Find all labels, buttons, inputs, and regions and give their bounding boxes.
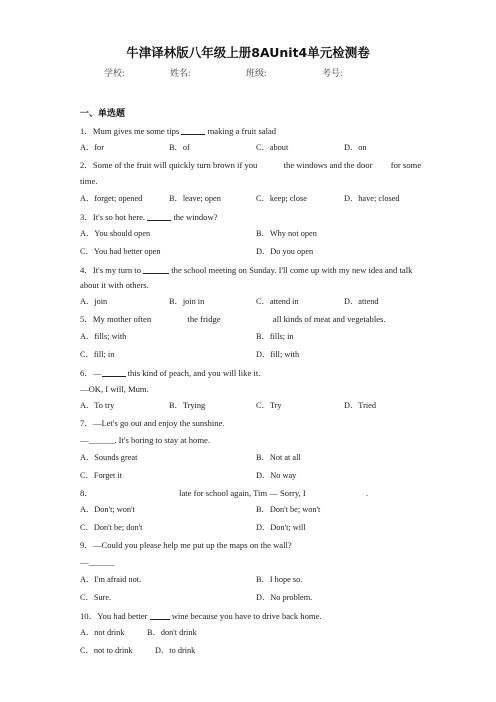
q2-option-d[interactable]: D．have; closed bbox=[344, 194, 400, 203]
question-6-stem: 6．— this kind of peach, and you will like it. bbox=[80, 368, 261, 378]
q3-option-c[interactable]: C．You had better open bbox=[80, 247, 161, 256]
question-9-stem-cont: —______ bbox=[80, 557, 115, 567]
q2-option-a[interactable]: A．forget; opened bbox=[80, 194, 143, 203]
q6-option-c[interactable]: C．Try bbox=[256, 401, 282, 410]
page-title: 牛津译林版八年级上册8AUnit4单元检测卷 bbox=[126, 45, 370, 60]
q2-option-c[interactable]: C．keep; close bbox=[256, 194, 307, 203]
question-7-stem: 7．—Let's go out and enjoy the sunshine. bbox=[80, 418, 225, 428]
q1-option-b[interactable]: B．of bbox=[169, 143, 190, 152]
q1-option-c[interactable]: C．about bbox=[256, 143, 289, 152]
q3-option-a[interactable]: A．You should open bbox=[80, 229, 151, 238]
question-7-stem-cont: —______. It's boring to stay at home. bbox=[80, 435, 210, 445]
q1-option-d[interactable]: D．on bbox=[344, 143, 367, 152]
question-2-stem: 2．Some of the fruit will quickly turn brown if you the windows and the door for some bbox=[80, 160, 422, 170]
question-1-stem: 1．Mum gives me some tips making a fruit salad bbox=[80, 126, 277, 136]
question-3-stem: 3．It's so hot here. the window? bbox=[80, 212, 218, 222]
question-4-stem: 4．It's my turn to the school meeting on Sunday. I'll come up with my new idea and talk bbox=[80, 265, 413, 275]
question-8-stem: 8． late for school again, Tim — Sorry, I . bbox=[80, 488, 369, 498]
q4-option-b[interactable]: B．join in bbox=[169, 297, 205, 306]
q1-option-a[interactable]: A．for bbox=[80, 143, 104, 152]
q2-option-b[interactable]: B．leave; open bbox=[169, 194, 221, 203]
q5-option-d[interactable]: D．fill; with bbox=[256, 350, 300, 359]
q7-option-b[interactable]: B．Not at all bbox=[256, 453, 301, 462]
q7-option-c[interactable]: C．Forget it bbox=[80, 471, 123, 480]
q9-option-a[interactable]: A．I'm afraid not. bbox=[80, 575, 142, 584]
q5-option-c[interactable]: C．fill; in bbox=[80, 350, 115, 359]
number-label: 考号: bbox=[322, 68, 343, 78]
question-2-stem-cont: time. bbox=[80, 176, 98, 186]
class-label: 班级: bbox=[246, 68, 267, 78]
question-6-stem-cont: —OK, I will, Mum. bbox=[80, 384, 149, 394]
question-4-stem-cont: about it with others. bbox=[80, 280, 149, 290]
q10-option-c[interactable]: C．not to drink bbox=[80, 646, 133, 655]
q5-option-b[interactable]: B．fills; in bbox=[256, 332, 294, 341]
question-5-stem: 5．My mother often the fridge all kinds of meat and vegetables. bbox=[80, 314, 386, 324]
q4-option-d[interactable]: D．attend bbox=[344, 297, 379, 306]
q7-option-d[interactable]: D．No way bbox=[256, 471, 297, 480]
q4-option-c[interactable]: C．attend in bbox=[256, 297, 299, 306]
q6-option-a[interactable]: A．To try bbox=[80, 401, 115, 410]
q8-option-d[interactable]: D．Don't; will bbox=[256, 523, 306, 532]
q7-option-a[interactable]: A．Sounds great bbox=[80, 453, 138, 462]
q9-option-b[interactable]: B．I hope so. bbox=[256, 575, 303, 584]
q9-option-c[interactable]: C．Sure. bbox=[80, 593, 112, 602]
q6-option-d[interactable]: D．Tried bbox=[344, 401, 376, 410]
q5-option-a[interactable]: A．fills; with bbox=[80, 332, 127, 341]
q8-option-b[interactable]: B．Don't be; won't bbox=[256, 505, 321, 514]
q10-option-d[interactable]: D．to drink bbox=[155, 646, 196, 655]
q3-option-b[interactable]: B．Why not open bbox=[256, 229, 317, 238]
q8-option-a[interactable]: A．Don't; won't bbox=[80, 505, 135, 514]
q8-option-c[interactable]: C．Don't be; don't bbox=[80, 523, 143, 532]
section-title: 一、单选题 bbox=[80, 109, 126, 119]
question-9-stem: 9．—Could you please help me put up the maps on the wall? bbox=[80, 540, 292, 550]
q10-option-b[interactable]: B．don't drink bbox=[147, 628, 197, 637]
q6-option-b[interactable]: B．Trying bbox=[169, 401, 206, 410]
question-10-stem: 10．You had better wine because you have to drive back home. bbox=[80, 611, 322, 621]
school-label: 学校: bbox=[104, 68, 125, 78]
q3-option-d[interactable]: D．Do you open bbox=[256, 247, 314, 256]
q4-option-a[interactable]: A．join bbox=[80, 297, 108, 306]
name-label: 姓名: bbox=[170, 68, 191, 78]
q10-option-a[interactable]: A．not drink bbox=[80, 628, 125, 637]
q9-option-d[interactable]: D．No problem. bbox=[256, 593, 313, 602]
